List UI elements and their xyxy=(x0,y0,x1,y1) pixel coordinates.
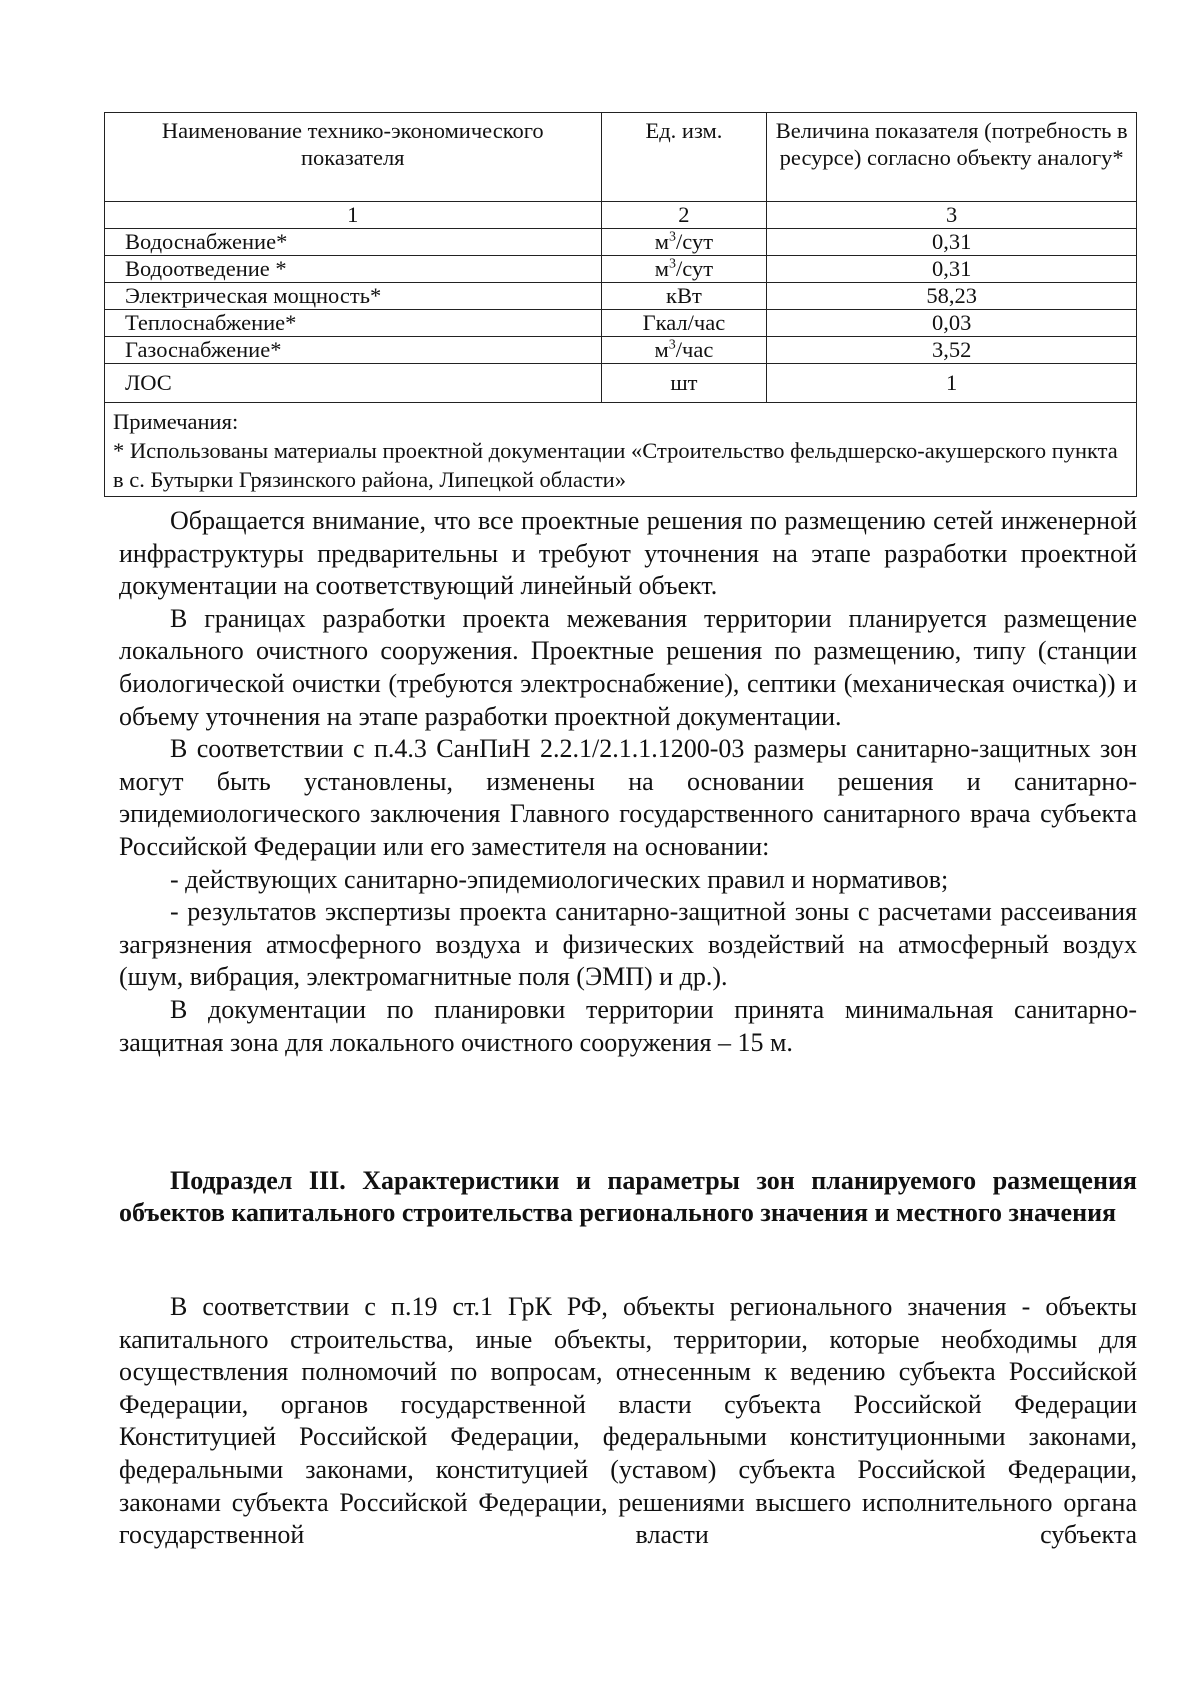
row-name: Газоснабжение* xyxy=(105,337,602,364)
column-number: 3 xyxy=(767,202,1137,229)
list-item: - действующих санитарно-эпидемиологических правил и нормативов; xyxy=(170,864,949,894)
notes-text: * Использованы материалы проектной документации «Строительство фельдшерско-акушерского пункта в с. Бутырки Грязинского района, Липецкой области» xyxy=(113,438,1118,492)
row-name: Водоотведение * xyxy=(105,256,602,283)
list-item: - результатов экспертизы проекта санитарно-защитной зоны с расчетами рассеивания загрязнения атмосферного воздуха и физических воздействий на атмосферный воздух (шум, вибрация, электромагнитные поля (ЭМП) и др.). xyxy=(119,897,1137,992)
row-name: ЛОС xyxy=(105,364,602,403)
row-unit: шт xyxy=(601,364,767,403)
table-row xyxy=(105,229,1137,256)
paragraph: Обращается внимание, что все проектные решения по размещению сетей инженерной инфраструктуры предварительны и требуют уточнения на этапе разработки проектной документации на соответствующий линейный объект. xyxy=(119,506,1137,601)
row-unit: $м^3$/сут xyxy=(601,229,767,256)
header-value: Величина показателя (потребность в ресурсе) согласно объекту аналогу* xyxy=(767,113,1137,202)
final-text-block xyxy=(119,1291,1137,1552)
row-name: Водоснабжение* xyxy=(105,229,602,256)
row-name: Теплоснабжение* xyxy=(105,310,602,337)
row-value: 58,23 xyxy=(767,283,1137,310)
row-value: 1 xyxy=(767,364,1137,403)
row-value: 0,31 xyxy=(767,229,1137,256)
table-column-numbers-row xyxy=(105,202,1137,229)
column-number: 1 xyxy=(105,202,602,229)
paragraph: В соответствии с п.19 ст.1 ГрК РФ, объекты регионального значения - объекты капитального строительства, иные объекты, территории, которые необходимы для осуществления полномочий по вопросам, отнесенным к ведению субъекта Российской Федерации, органов государственной власти субъекта Российской Федерации Конституцией Российской Федерации, федеральными конституционными законами, федеральными законами, конституцией (уставом) субъекта Российской Федерации, законами субъекта Российской Федерации, решениями высшего исполнительного органа государственной власти субъекта xyxy=(119,1292,1137,1550)
row-value: 0,31 xyxy=(767,256,1137,283)
table-row xyxy=(105,256,1137,283)
row-value: 3,52 xyxy=(767,337,1137,364)
table-row xyxy=(105,364,1137,403)
table-notes-row xyxy=(105,403,1137,497)
paragraph: В границах разработки проекта межевания территории планируется размещение локального очистного сооружения. Проектные решения по размещению, типу (станции биологической очистки (требуются электроснабжение), септики (механическая очистка)) и объему уточнения на этапе разработки проектной документации. xyxy=(119,603,1137,731)
table-row xyxy=(105,310,1137,337)
column-number: 2 xyxy=(601,202,767,229)
row-value: 0,03 xyxy=(767,310,1137,337)
table-notes xyxy=(105,403,1137,497)
row-unit: $м^3$/час xyxy=(601,337,767,364)
paragraph: В соответствии с п.4.3 СанПиН 2.2.1/2.1.1.1200-03 размеры санитарно-защитных зон могут быть установлены, изменены на основании решения и санитарно-эпидемиологического заключения Главного государственного санитарного врача субъекта Российской Федерации или его заместителя на основании: xyxy=(119,734,1137,861)
row-unit: Гкал/час xyxy=(601,310,767,337)
table-row xyxy=(105,283,1137,310)
table-row xyxy=(105,337,1137,364)
paragraph: В документации по планировки территории принята минимальная санитарно-защитная зона для локального очистного сооружения – 15 м. xyxy=(119,994,1137,1057)
notes-title: Примечания: xyxy=(113,409,239,434)
section-heading-text: Подраздел III. Характеристики и параметры зон планируемого размещения объектов капитального строительства регионального значения и местного значения xyxy=(119,1166,1137,1227)
body-text-block xyxy=(119,505,1137,1059)
header-unit: Ед. изм. xyxy=(601,113,767,202)
header-indicator-name: Наименование технико-экономического показателя xyxy=(105,113,602,202)
row-unit: $м^3$/сут xyxy=(601,256,767,283)
section-heading xyxy=(119,1165,1137,1229)
row-unit: кВт xyxy=(601,283,767,310)
row-name: Электрическая мощность* xyxy=(105,283,602,310)
table-header-row xyxy=(105,113,1137,202)
indicators-table xyxy=(104,112,1137,497)
